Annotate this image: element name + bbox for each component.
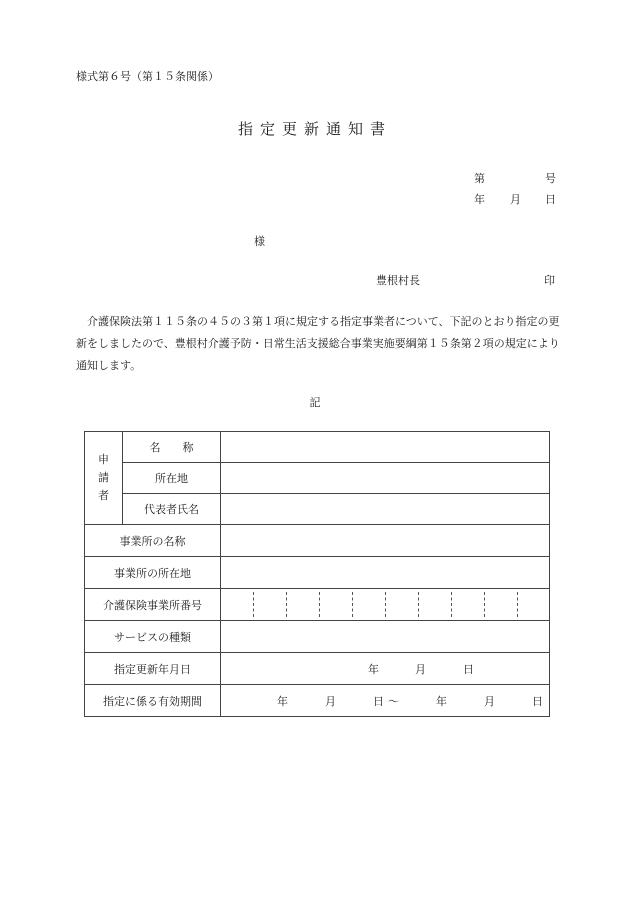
validity-to-year: 年 — [436, 694, 447, 708]
doc-number-prefix: 第 — [474, 172, 485, 185]
service-type-label: サービスの種類 — [85, 621, 221, 653]
table-row — [85, 621, 550, 653]
issue-month: 月 — [510, 193, 521, 206]
validity-to-day: 日 — [532, 694, 543, 708]
validity-from-month: 月 — [325, 694, 336, 708]
body-text: 介護保険法第１１５条の４５の３第１項に規定する指定事業者について、下記のとおり指定の更新をしましたので、豊根村介護予防・日常生活支援総合事業実施要綱第１５条第２項の規定により通知します。 — [76, 315, 560, 372]
office-number-label: 介護保険事業所番号 — [85, 589, 221, 621]
address-value[interactable] — [221, 463, 550, 494]
validity-from-year: 年 — [277, 694, 288, 708]
digit-divider — [319, 592, 320, 617]
table-row — [85, 589, 550, 621]
notice-table — [84, 431, 550, 717]
office-name-value[interactable] — [221, 525, 550, 557]
renewal-year: 年 — [368, 662, 379, 676]
digit-divider — [352, 592, 353, 617]
digit-divider — [286, 592, 287, 617]
validity-from-day: 日 — [373, 694, 384, 708]
table-row — [85, 494, 550, 525]
name-value[interactable] — [221, 432, 550, 463]
issue-day: 日 — [545, 193, 556, 206]
office-name-label: 事業所の名称 — [85, 525, 221, 557]
digit-divider — [253, 592, 254, 617]
table-row — [85, 525, 550, 557]
validity-to-month: 月 — [484, 694, 495, 708]
document-title: 指定更新通知書 — [237, 120, 392, 138]
ki-heading: 記 — [309, 396, 321, 409]
table-row — [85, 432, 550, 463]
renewal-month: 月 — [415, 662, 426, 676]
renewal-date-value[interactable] — [221, 653, 550, 685]
renewal-day: 日 — [463, 662, 474, 676]
seal-mark: 印 — [544, 274, 555, 287]
table-row — [85, 463, 550, 494]
issuer-name: 豊根村長 — [376, 274, 420, 287]
office-address-label: 事業所の所在地 — [85, 557, 221, 589]
digit-divider — [385, 592, 386, 617]
table-row — [85, 557, 550, 589]
address-label: 所在地 — [123, 463, 221, 494]
office-address-value[interactable] — [221, 557, 550, 589]
validity-tilde: ～ — [388, 694, 399, 708]
form-number: 様式第６号（第１５条関係） — [76, 70, 219, 83]
table-row — [85, 685, 550, 717]
representative-value[interactable] — [221, 494, 550, 525]
renewal-date-label: 指定更新年月日 — [85, 653, 221, 685]
digit-divider — [451, 592, 452, 617]
name-label: 名 称 — [123, 432, 221, 463]
digit-divider — [484, 592, 485, 617]
office-number-value[interactable] — [221, 589, 550, 621]
table-row — [85, 653, 550, 685]
digit-divider — [418, 592, 419, 617]
applicant-label: 申 請 者 — [85, 432, 123, 525]
addressee-suffix: 様 — [254, 235, 265, 248]
validity-value[interactable] — [221, 685, 550, 717]
validity-label: 指定に係る有効期間 — [85, 685, 221, 717]
doc-number-suffix: 号 — [545, 172, 556, 185]
service-type-value[interactable] — [221, 621, 550, 653]
issue-year: 年 — [474, 193, 485, 206]
representative-label: 代表者氏名 — [123, 494, 221, 525]
digit-divider — [517, 592, 518, 617]
